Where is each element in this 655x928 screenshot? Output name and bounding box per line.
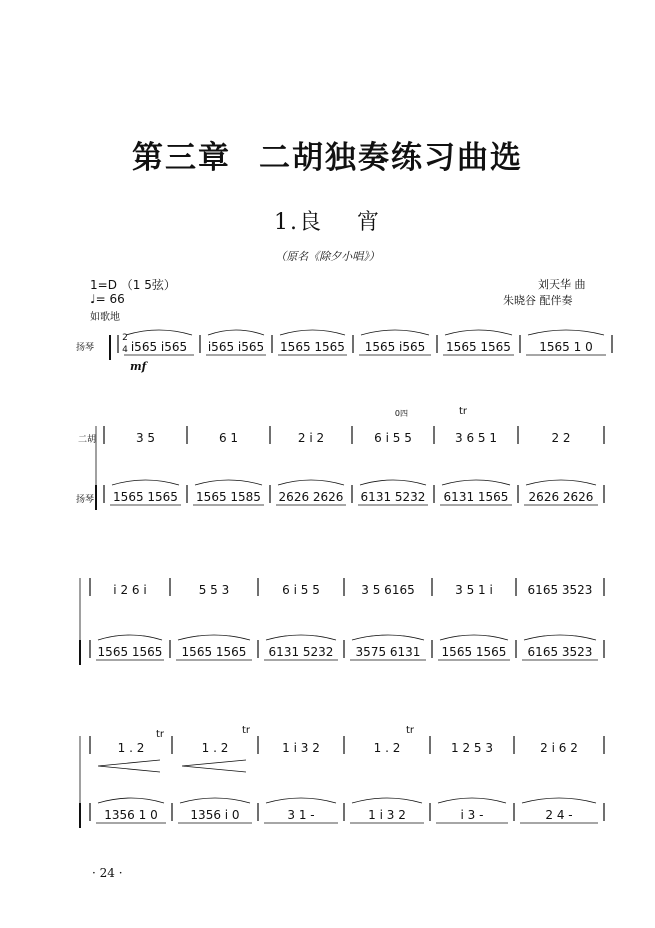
tempo-marking: ♩= 66 [90,292,125,306]
yangqin-measure: 1565 1 0 [539,340,593,354]
key-signature: 1=D （1 5弦） [90,278,176,292]
slur-mark [112,480,179,485]
slur-mark [178,635,250,640]
slur-mark [440,635,508,640]
yangqin-measure: i565 i565 [130,340,188,354]
piece-title-a: 良 [298,210,323,235]
trill-mark: tr [241,725,251,736]
instrument-label-yangqin-2: 扬琴 [76,495,95,505]
yangqin-measure: 2626 2626 [278,490,344,504]
erhu-measure: 3 6 5 1 [455,431,497,445]
erhu-measure: 6 i 5 5 [282,583,320,597]
slur-mark [524,635,596,640]
slur-mark [360,480,426,485]
arranger: 朱晓谷 配伴奏 [503,294,573,307]
yangqin-measure: 1356 1 0 [104,808,158,822]
time-sig-bottom: 4 [122,345,128,355]
yangqin-measure: 6131 1565 [443,490,509,504]
instrument-label-erhu-2: 二胡 [78,435,97,445]
slur-mark [278,480,344,485]
yangqin-measure: 1565 1565 [441,645,507,659]
slur-mark [180,798,250,803]
time-sig-top: 2 [122,333,128,343]
yangqin-measure: 6165 3523 [527,645,593,659]
original-name: （原名《除夕小唱》） [275,250,380,263]
hairpin-mark [98,760,160,772]
yangqin-measure: 1565 1565 [280,340,345,354]
yangqin-measure: i565 i565 [207,340,265,354]
erhu-measure: 2 i 6 2 [540,741,578,755]
trill-mark: tr [405,725,415,736]
yangqin-measure: 1565 1565 [181,645,247,659]
erhu-measure: 3 5 6165 [361,583,415,597]
slur-mark [280,330,345,335]
open-string-mark: 0 [394,409,400,418]
slur-mark [522,798,596,803]
slur-mark [266,635,336,640]
erhu-measure: 5 5 3 [198,583,230,597]
erhu-measure: 6 1 [218,431,239,445]
composer: 刘天华 曲 [538,278,586,291]
hairpin-mark [182,760,246,772]
slur-mark [445,330,512,335]
erhu-measure: 1 . 2 [117,741,145,755]
string-mark: 四 [400,409,408,418]
yangqin-measure: 1565 1565 [113,490,178,504]
piece-number: 1. [273,210,299,235]
instrument-label-yangqin-1: 扬琴 [76,343,95,353]
chapter-title: 二胡独奏练习曲选 [259,140,523,176]
erhu-measure: 2 2 [551,431,571,445]
erhu-measure: 1 . 2 [373,741,401,755]
slur-mark [98,635,162,640]
erhu-measure: 1 i 3 2 [282,741,320,755]
erhu-measure: 3 5 [135,431,156,445]
yangqin-measure: 3575 6131 [355,645,421,659]
piece-title-b: 宵 [357,210,382,235]
slur-mark [442,480,510,485]
page-number: · 24 · [92,866,123,880]
dynamic-mf: mf [130,360,147,373]
slur-mark [526,480,596,485]
yangqin-measure: 1565 i565 [364,340,426,354]
slur-mark [208,330,264,335]
slur-mark [361,330,429,335]
yangqin-measure: 1565 1565 [446,340,511,354]
yangqin-measure: 2 4 - [545,808,573,822]
chapter-label: 第三章 [132,140,231,176]
slur-mark [126,330,192,335]
erhu-measure: i 2 6 i [113,583,147,597]
erhu-measure: 1 2 5 3 [451,741,493,755]
yangqin-measure: 1565 1585 [196,490,261,504]
erhu-measure: 6 i 5 5 [374,431,412,445]
yangqin-measure: 1565 1565 [97,645,163,659]
yangqin-measure: 2626 2626 [528,490,594,504]
erhu-measure: 1 . 2 [201,741,229,755]
erhu-measure: 3 5 1 i [455,583,493,597]
yangqin-measure: 3 1 - [287,808,315,822]
slur-mark [266,798,336,803]
slur-mark [352,635,424,640]
trill-mark: tr [155,729,165,740]
slur-mark [352,798,422,803]
erhu-measure: 6165 3523 [527,583,593,597]
trill-mark: tr [458,406,468,417]
slur-mark [438,798,506,803]
slur-mark [195,480,262,485]
slur-mark [528,330,604,335]
yangqin-measure: 1356 i 0 [190,808,240,822]
erhu-measure: 2 i 2 [297,431,325,445]
yangqin-measure: i 3 - [460,808,484,822]
expression-marking: 如歌地 [90,312,120,323]
slur-mark [98,798,164,803]
yangqin-measure: 6131 5232 [360,490,426,504]
yangqin-measure: 6131 5232 [268,645,334,659]
yangqin-measure: 1 i 3 2 [368,808,406,822]
